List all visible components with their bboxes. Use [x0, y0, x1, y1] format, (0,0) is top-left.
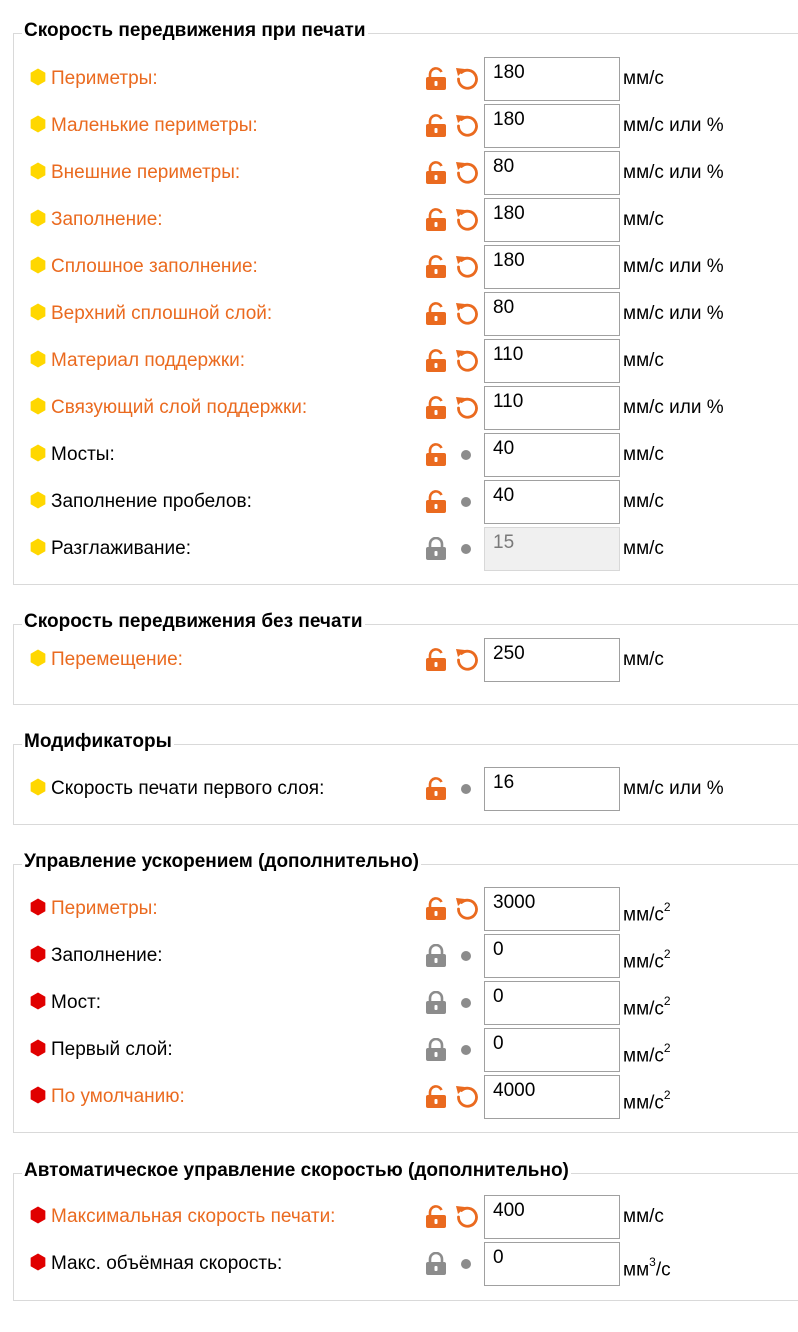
unit-text: мм/с: [623, 649, 664, 670]
undo-reset-arrow-icon[interactable]: [455, 254, 479, 278]
setting-unit: [623, 1252, 671, 1282]
unlocked-lock-icon[interactable]: [425, 208, 447, 232]
setting-row: [14, 981, 798, 1025]
setting-label: Мост:: [51, 992, 102, 1013]
simple-mode-hexagon-icon: [29, 256, 47, 274]
unit-text: мм/с: [623, 444, 664, 465]
setting-unit: [623, 161, 724, 185]
unlocked-lock-icon[interactable]: [425, 255, 447, 279]
simple-mode-hexagon-icon: [29, 778, 47, 796]
setting-unit: [623, 490, 664, 514]
setting-value-input[interactable]: [484, 1242, 620, 1286]
setting-unit: [623, 208, 664, 232]
unit-text: мм/с или %: [623, 397, 724, 418]
setting-label: Заполнение:: [51, 209, 163, 230]
undo-reset-arrow-icon[interactable]: [455, 896, 479, 920]
setting-unit: [623, 991, 671, 1021]
setting-row: [14, 1195, 798, 1239]
unlocked-lock-icon: [425, 443, 447, 467]
setting-label: Верхний сплошной слой:: [51, 303, 273, 324]
unlocked-lock-icon[interactable]: [425, 349, 447, 373]
locked-lock-icon: [425, 1038, 447, 1062]
group-title: Модификаторы: [24, 731, 172, 752]
setting-row: [14, 638, 798, 682]
setting-label: Внешние периметры:: [51, 162, 241, 183]
setting-label: Сплошное заполнение:: [51, 256, 258, 277]
simple-mode-hexagon-icon: [29, 162, 47, 180]
unit-text: мм/с или %: [623, 778, 724, 799]
unlocked-lock-icon[interactable]: [425, 897, 447, 921]
system-value-dot-icon: [461, 1045, 471, 1055]
unit-text: мм/с или %: [623, 256, 724, 277]
unlocked-lock-icon: [425, 777, 447, 801]
setting-label: Макс. объёмная скорость:: [51, 1253, 283, 1274]
undo-reset-arrow-icon[interactable]: [455, 1084, 479, 1108]
unlocked-lock-icon[interactable]: [425, 396, 447, 420]
unlocked-lock-icon[interactable]: [425, 1205, 447, 1229]
simple-mode-hexagon-icon: [29, 444, 47, 462]
simple-mode-hexagon-icon: [29, 649, 47, 667]
system-value-dot-icon: [461, 544, 471, 554]
settings-group: [13, 851, 798, 1133]
setting-row: [14, 292, 798, 336]
setting-unit: [623, 777, 724, 801]
setting-value-input[interactable]: [484, 198, 620, 242]
unit-text: мм/с: [623, 998, 664, 1020]
unit-suffix: /с: [655, 1259, 671, 1281]
undo-reset-arrow-icon[interactable]: [455, 647, 479, 671]
setting-unit: [623, 1038, 671, 1068]
undo-reset-arrow-icon[interactable]: [455, 66, 479, 90]
undo-reset-arrow-icon[interactable]: [455, 113, 479, 137]
system-value-dot-icon: [461, 1259, 471, 1269]
setting-label: Заполнение:: [51, 945, 163, 966]
settings-group: [13, 731, 798, 825]
system-value-dot-icon: [461, 450, 471, 460]
setting-row: [14, 104, 798, 148]
setting-value-input[interactable]: [484, 386, 620, 430]
setting-value-input[interactable]: [484, 638, 620, 682]
setting-label: Максимальная скорость печати:: [51, 1206, 336, 1227]
unlocked-lock-icon[interactable]: [425, 161, 447, 185]
unit-exponent: 3: [649, 1255, 656, 1269]
setting-value-input[interactable]: [484, 1075, 620, 1119]
setting-unit: [623, 537, 664, 561]
unit-text: мм/с: [623, 538, 664, 559]
undo-reset-arrow-icon[interactable]: [455, 395, 479, 419]
setting-row: [14, 767, 798, 811]
setting-row: [14, 1075, 798, 1119]
setting-row: [14, 887, 798, 931]
simple-mode-hexagon-icon: [29, 491, 47, 509]
unit-text: мм/с: [623, 1092, 664, 1114]
setting-label: Первый слой:: [51, 1039, 173, 1060]
setting-value-input[interactable]: [484, 104, 620, 148]
unit-text: мм/с: [623, 491, 664, 512]
unit-text: мм/с или %: [623, 162, 724, 183]
setting-label: Разглаживание:: [51, 538, 191, 559]
system-value-dot-icon: [461, 998, 471, 1008]
setting-value-input[interactable]: [484, 245, 620, 289]
expert-mode-hexagon-icon: [29, 1039, 47, 1057]
setting-label: Мосты:: [51, 444, 115, 465]
group-title: Управление ускорением (дополнительно): [24, 851, 419, 872]
setting-row: [14, 198, 798, 242]
setting-unit: [623, 349, 664, 373]
locked-lock-icon: [425, 944, 447, 968]
unit-text: мм/с: [623, 904, 664, 926]
unit-exponent: 2: [663, 1041, 671, 1055]
settings-group: [13, 611, 798, 705]
expert-mode-hexagon-icon: [29, 992, 47, 1010]
setting-unit: [623, 897, 671, 927]
setting-row: [14, 433, 798, 477]
unit-text: мм/с или %: [623, 303, 724, 324]
setting-value-input[interactable]: [484, 339, 620, 383]
system-value-dot-icon: [461, 497, 471, 507]
setting-unit: [623, 302, 724, 326]
setting-row: [14, 1028, 798, 1072]
unit-text: мм/с: [623, 1206, 664, 1227]
setting-row: [14, 934, 798, 978]
undo-reset-arrow-icon[interactable]: [455, 1204, 479, 1228]
setting-unit: [623, 67, 664, 91]
setting-row: [14, 386, 798, 430]
setting-label: Маленькие периметры:: [51, 115, 258, 136]
expert-mode-hexagon-icon: [29, 1253, 47, 1271]
setting-value-input[interactable]: [484, 934, 620, 978]
setting-row: [14, 339, 798, 383]
setting-label: Материал поддержки:: [51, 350, 246, 371]
undo-reset-arrow-icon[interactable]: [455, 160, 479, 184]
setting-value-input[interactable]: [484, 1028, 620, 1072]
locked-lock-icon: [425, 1252, 447, 1276]
setting-unit: [623, 648, 664, 672]
settings-group: [13, 1160, 798, 1301]
setting-row: [14, 245, 798, 289]
setting-label: Перемещение:: [51, 649, 183, 670]
undo-reset-arrow-icon[interactable]: [455, 207, 479, 231]
setting-value-input[interactable]: [484, 433, 620, 477]
simple-mode-hexagon-icon: [29, 397, 47, 415]
unit-text: мм/с: [623, 1045, 664, 1067]
unit-text: мм/с: [623, 209, 664, 230]
setting-label: Скорость печати первого слоя:: [51, 778, 325, 799]
setting-row: [14, 527, 798, 571]
unit-text: мм/с: [623, 350, 664, 371]
group-title: Скорость передвижения без печати: [24, 611, 363, 632]
setting-unit: [623, 1085, 671, 1115]
setting-value-input[interactable]: [484, 767, 620, 811]
unlocked-lock-icon: [425, 490, 447, 514]
setting-row: [14, 1242, 798, 1286]
setting-value-input[interactable]: [484, 887, 620, 931]
setting-row: [14, 151, 798, 195]
setting-value-input[interactable]: [484, 480, 620, 524]
undo-reset-arrow-icon[interactable]: [455, 348, 479, 372]
setting-unit: [623, 1205, 664, 1229]
setting-value-input[interactable]: [484, 1195, 620, 1239]
unit-exponent: 2: [663, 994, 671, 1008]
unit-text: мм/с или %: [623, 115, 724, 136]
system-value-dot-icon: [461, 951, 471, 961]
unlocked-lock-icon[interactable]: [425, 114, 447, 138]
settings-group: [13, 20, 798, 585]
setting-value-input[interactable]: [484, 57, 620, 101]
expert-mode-hexagon-icon: [29, 1206, 47, 1224]
locked-lock-icon: [425, 537, 447, 561]
system-value-dot-icon: [461, 784, 471, 794]
setting-unit: [623, 944, 671, 974]
setting-unit: [623, 396, 724, 420]
setting-value-input: [484, 527, 620, 571]
simple-mode-hexagon-icon: [29, 350, 47, 368]
setting-unit: [623, 443, 664, 467]
setting-row: [14, 57, 798, 101]
setting-label: По умолчанию:: [51, 1086, 185, 1107]
simple-mode-hexagon-icon: [29, 538, 47, 556]
unit-exponent: 2: [663, 900, 671, 914]
setting-label: Периметры:: [51, 68, 158, 89]
simple-mode-hexagon-icon: [29, 68, 47, 86]
unit-text: мм: [623, 1259, 650, 1281]
unlocked-lock-icon[interactable]: [425, 302, 447, 326]
simple-mode-hexagon-icon: [29, 209, 47, 227]
setting-value-input[interactable]: [484, 292, 620, 336]
group-title: Автоматическое управление скоростью (дополнительно): [24, 1160, 569, 1181]
unit-text: мм/с: [623, 951, 664, 973]
unlocked-lock-icon[interactable]: [425, 67, 447, 91]
simple-mode-hexagon-icon: [29, 115, 47, 133]
expert-mode-hexagon-icon: [29, 1086, 47, 1104]
setting-unit: [623, 114, 724, 138]
unit-text: мм/с: [623, 68, 664, 89]
setting-unit: [623, 255, 724, 279]
setting-value-input[interactable]: [484, 151, 620, 195]
setting-label: Заполнение пробелов:: [51, 491, 252, 512]
expert-mode-hexagon-icon: [29, 945, 47, 963]
setting-label: Периметры:: [51, 898, 158, 919]
simple-mode-hexagon-icon: [29, 303, 47, 321]
undo-reset-arrow-icon[interactable]: [455, 301, 479, 325]
unlocked-lock-icon[interactable]: [425, 648, 447, 672]
setting-value-input[interactable]: [484, 981, 620, 1025]
setting-row: [14, 480, 798, 524]
expert-mode-hexagon-icon: [29, 898, 47, 916]
unlocked-lock-icon[interactable]: [425, 1085, 447, 1109]
unit-exponent: 2: [663, 1088, 671, 1102]
setting-label: Связующий слой поддержки:: [51, 397, 308, 418]
group-title: Скорость передвижения при печати: [24, 20, 366, 41]
locked-lock-icon: [425, 991, 447, 1015]
unit-exponent: 2: [663, 947, 671, 961]
